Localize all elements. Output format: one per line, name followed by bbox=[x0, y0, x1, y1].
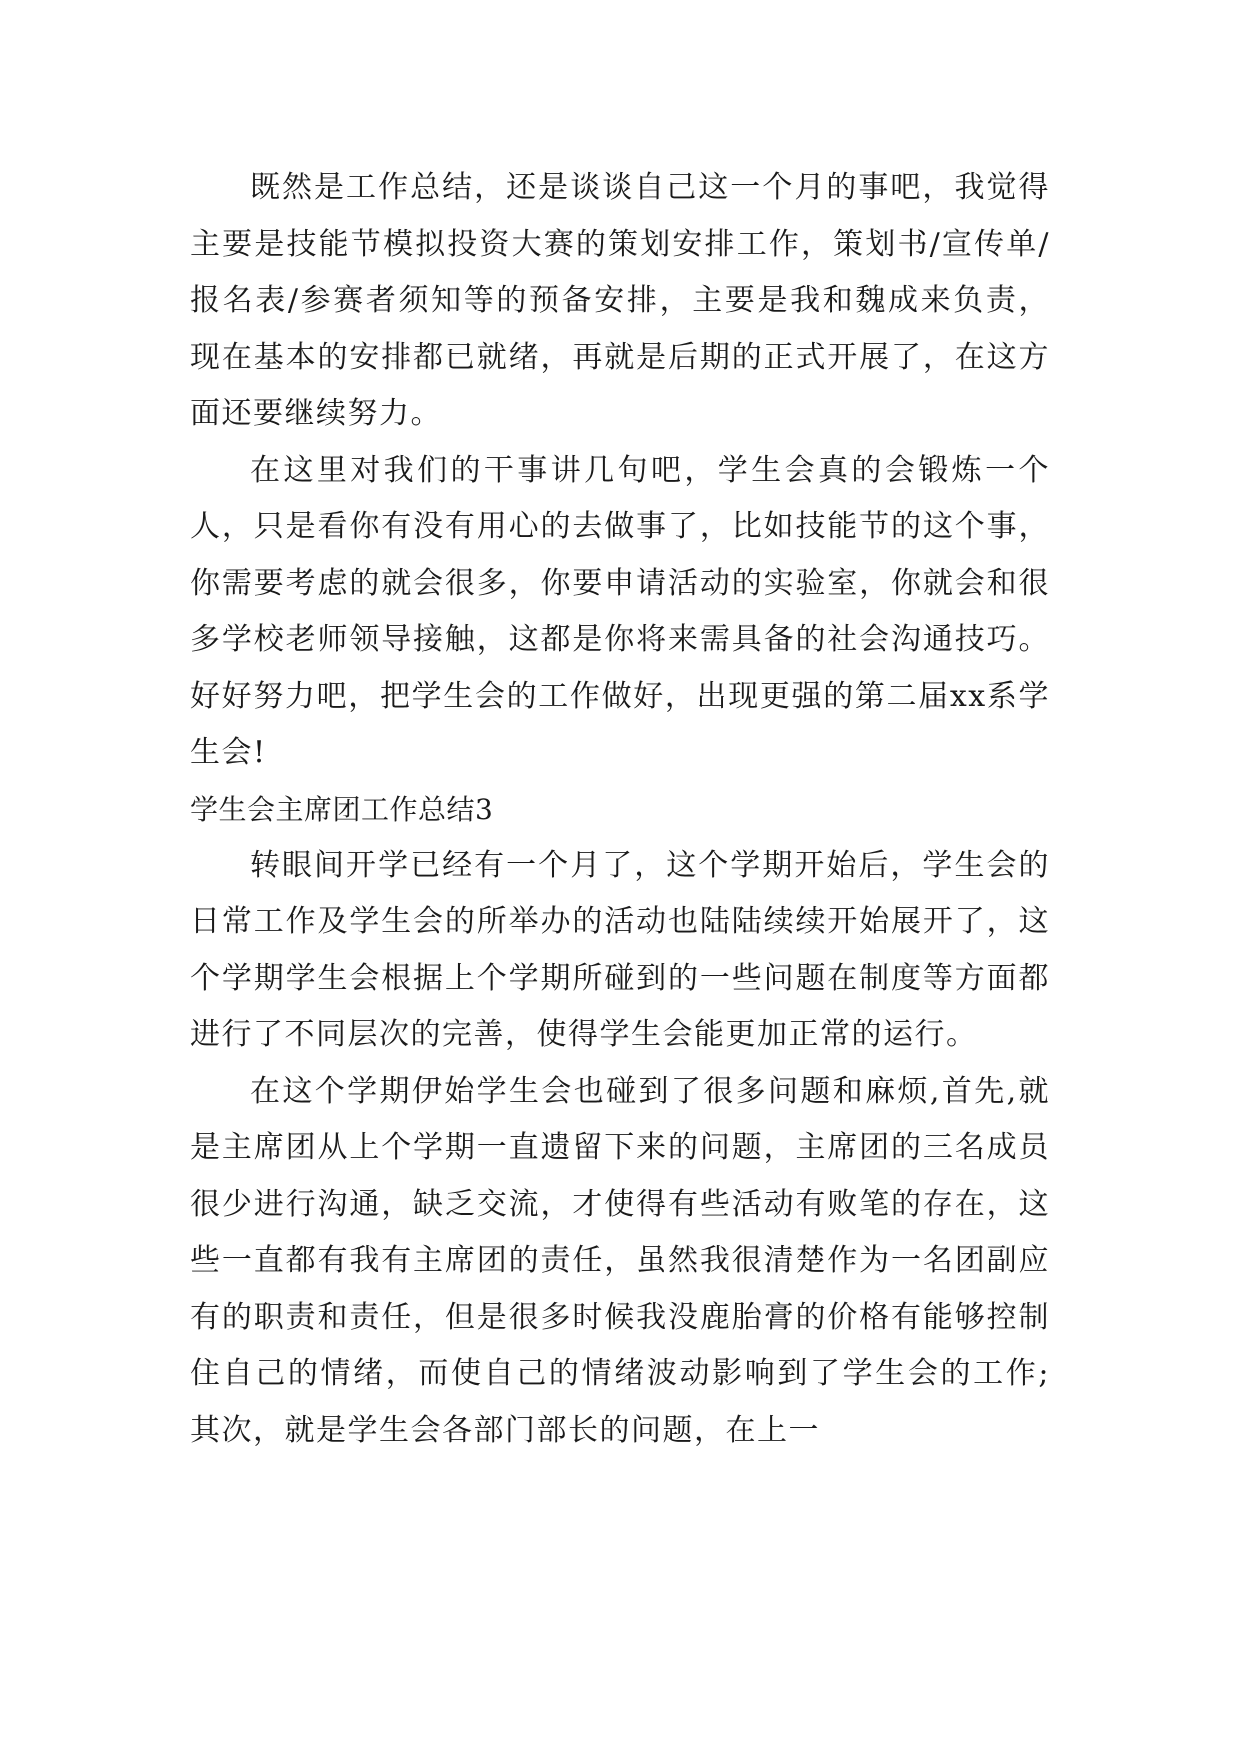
paragraph-advice-to-staff: 在这里对我们的干事讲几句吧，学生会真的会锻炼一个人，只是看你有没有用心的去做事了，比如技能节的这个事，你需要考虑的就会很多，你要申请活动的实验室，你就会和很多学校老师领导接触，这都是你将来需具备的社会沟通技巧。好好努力吧，把学生会的工作做好，出现更强的第二届xx系学生会! bbox=[190, 452, 1050, 770]
paragraph-work-summary: 既然是工作总结，还是谈谈自己这一个月的事吧，我觉得主要是技能节模拟投资大赛的策划安排工作，策划书/宣传单/报名表/参赛者须知等的预备安排，主要是我和魏成来负责，现在基本的安排都已就绪，再就是后期的正式开展了，在这方面还要继续努力。 bbox=[190, 170, 1050, 431]
paragraph-semester-start: 转眼间开学已经有一个月了，这个学期开始后，学生会的日常工作及学生会的所举办的活动也陆陆续续开始展开了，这个学期学生会根据上个学期所碰到的一些问题在制度等方面都进行了不同层次的完善，使得学生会能更加正常的运行。 bbox=[190, 847, 1050, 1052]
section-heading: 学生会主席团工作总结3 bbox=[190, 792, 494, 826]
document-page bbox=[190, 160, 1050, 1459]
paragraph-problems: 在这个学期伊始学生会也碰到了很多问题和麻烦,首先,就是主席团从上个学期一直遗留下来的问题，主席团的三名成员很少进行沟通，缺乏交流，才使得有些活动有败笔的存在，这些一直都有我有主席团的责任，虽然我很清楚作为一名团副应有的职责和责任，但是很多时候我没鹿胎膏的价格有能够控制住自己的情绪，而使自己的情绪波动影响到了学生会的工作;其次，就是学生会各部门部长的问题，在上一 bbox=[190, 1073, 1050, 1448]
